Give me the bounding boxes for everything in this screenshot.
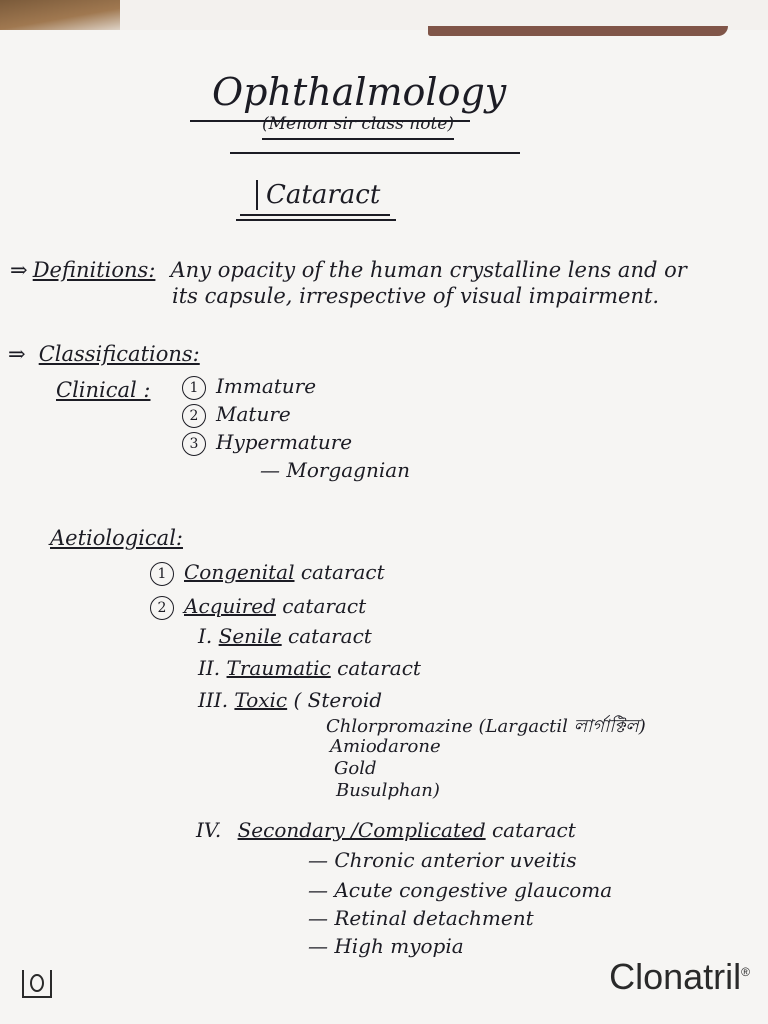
toxic-drug-4: Busulphan) — [336, 780, 440, 801]
secondary-cause-4: — High myopia — [308, 934, 464, 958]
arrow-icon: ⇒ — [8, 342, 26, 366]
definition-label: Definitions: — [32, 258, 156, 282]
number-badge: 2 — [182, 404, 206, 428]
acquired-item-3 — [198, 688, 382, 712]
registered-mark: ® — [741, 965, 750, 979]
acquired-item-text: Traumatic — [226, 656, 331, 680]
clinical-item-text: Hypermature — [216, 430, 353, 454]
number-badge: 3 — [182, 432, 206, 456]
clinical-item-2 — [182, 402, 291, 428]
toxic-drug-3: Gold — [334, 758, 377, 779]
definition-line-1: Any opacity of the human crystalline lens and or — [170, 258, 687, 282]
definition-line-2: its capsule, irrespective of visual impairment. — [172, 284, 660, 308]
brand-logo — [609, 956, 750, 998]
definition-row — [10, 258, 687, 282]
secondary-item-text: Secondary /Complicated — [237, 818, 486, 842]
acquired-item-rest: cataract — [337, 656, 421, 680]
toxic-drug-2: Amiodarone — [330, 736, 441, 757]
roman-numeral: III. — [198, 688, 229, 712]
secondary-item — [196, 818, 576, 842]
aetiological-item-rest: cataract — [282, 594, 367, 618]
toxic-drug-1: Chlorpromazine (Largactil লার্গাক্টিল) — [326, 716, 646, 737]
number-badge: 1 — [150, 562, 174, 586]
page-subtitle: (Menon sir class note) — [262, 114, 454, 140]
clinical-subitem: — Morgagnian — [260, 458, 411, 482]
aetiological-label: Aetiological: — [50, 526, 183, 550]
number-badge: 2 — [150, 596, 174, 620]
book-icon — [22, 970, 52, 998]
acquired-item-text: Senile — [218, 624, 282, 648]
roman-numeral: IV. — [196, 818, 222, 842]
topic-underline-2 — [236, 219, 396, 221]
topic-text: Cataract — [266, 180, 381, 210]
subtitle-underline — [230, 152, 520, 154]
aetiological-item-1 — [150, 560, 385, 586]
torn-edge-right — [428, 26, 728, 36]
classification-label: Classifications: — [38, 342, 200, 366]
aetiological-item-text: Acquired — [184, 594, 276, 618]
clinical-item-3 — [182, 430, 352, 456]
number-badge: 1 — [182, 376, 206, 400]
acquired-item-1 — [198, 624, 372, 648]
topic-heading — [256, 180, 388, 210]
secondary-item-rest: cataract — [491, 818, 576, 842]
secondary-cause-1: — Chronic anterior uveitis — [308, 848, 577, 872]
brand-name: Clonatril — [609, 956, 742, 997]
topic-underline — [240, 214, 390, 216]
secondary-cause-2: — Acute congestive glaucoma — [308, 878, 613, 902]
acquired-item-rest: cataract — [288, 624, 372, 648]
aetiological-item-rest: cataract — [300, 560, 385, 584]
acquired-item-rest: ( Steroid — [293, 688, 383, 712]
clinical-item-text: Immature — [216, 374, 317, 398]
clinical-item-text: Mature — [216, 402, 291, 426]
secondary-cause-3: — Retinal detachment — [308, 906, 534, 930]
classification-row — [8, 342, 200, 366]
roman-numeral: II. — [198, 656, 221, 680]
roman-numeral: I. — [198, 624, 213, 648]
clinical-label: Clinical : — [56, 378, 151, 402]
clinical-item-1 — [182, 374, 316, 400]
acquired-item-2 — [198, 656, 421, 680]
arrow-icon: ⇒ — [10, 258, 28, 282]
aetiological-item-2 — [150, 594, 366, 620]
page-title: Ophthalmology — [212, 70, 507, 114]
aetiological-item-text: Congenital — [184, 560, 295, 584]
acquired-item-text: Toxic — [234, 688, 288, 712]
